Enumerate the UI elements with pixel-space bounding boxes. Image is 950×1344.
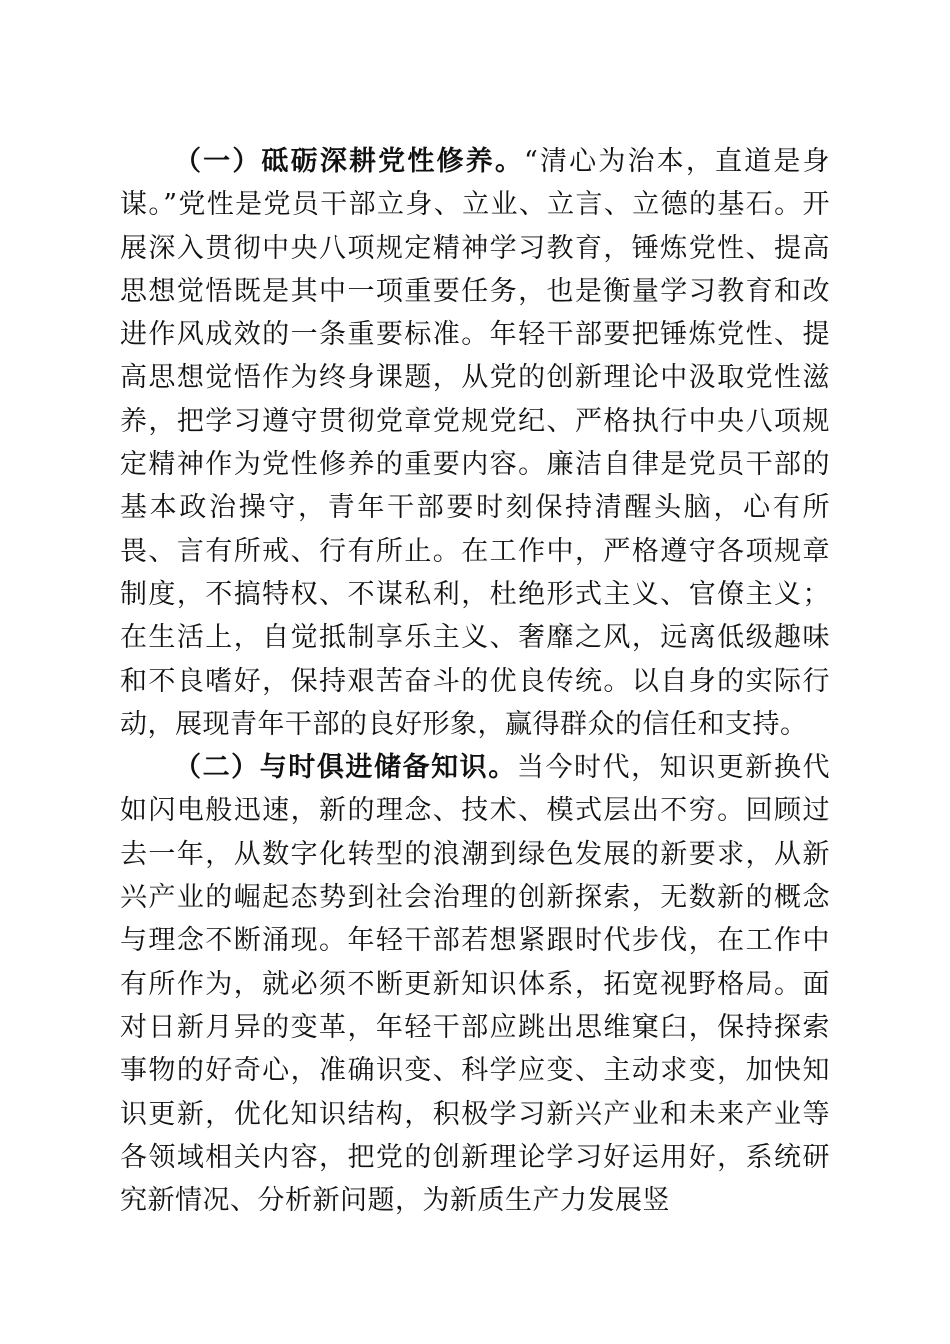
paragraph-section-2: [120, 746, 830, 1222]
section-2-body: 当今时代，知识更新换代如闪电般迅速，新的理念、技术、模式层出不穷。回顾过去一年，从数字化转型的浪潮到绿色发展的新要求，从新兴产业的崛起态势到社会治理的创新探索，无数新的概念与理念不断涌现。年轻干部若想紧跟时代步伐，在工作中有所作为，就必须不断更新知识体系，拓宽视野格局。面对日新月异的变革，年轻干部应跳出思维窠臼，保持探索事物的好奇心，准确识变、科学应变、主动求变，加快知识更新，优化知识结构，积极学习新兴产业和未来产业等各领域相关内容，把党的创新理论学习好运用好，系统研究新情况、分析新问题，为新质生产力发展竖: [120, 752, 831, 1217]
paragraph-section-1: [120, 140, 830, 746]
section-2-heading: （二）与时俱进储备知识。: [174, 752, 517, 784]
section-1-body: “清心为治本，直道是身谋。”党性是党员干部立身、立业、立言、立德的基石。开展深入贯彻中央八项规定精神学习教育，锤炼党性、提高思想觉悟既是其中一项重要任务，也是衡量学习教育和改进作风成效的一条重要标准。年轻干部要把锤炼党性、提高思想觉悟作为终身课题，从党的创新理论中汲取党性滋养，把学习遵守贯彻党章党规党纪、严格执行中央八项规定精神作为党性修养的重要内容。廉洁自律是党员干部的基本政治操守，青年干部要时刻保持清醒头脑，心有所畏、言有所戒、行有所止。在工作中，严格遵守各项规章制度，不搞特权、不谋私利，杜绝形式主义、官僚主义；在生活上，自觉抵制享乐主义、奢靡之风，远离低级趣味和不良嗜好，保持艰苦奋斗的优良传统。以自身的实际行动，展现青年干部的良好形象，赢得群众的信任和支持。: [120, 146, 830, 740]
document-body: [120, 140, 830, 1222]
section-1-heading: （一）砥砺深耕党性修养。: [174, 146, 525, 177]
